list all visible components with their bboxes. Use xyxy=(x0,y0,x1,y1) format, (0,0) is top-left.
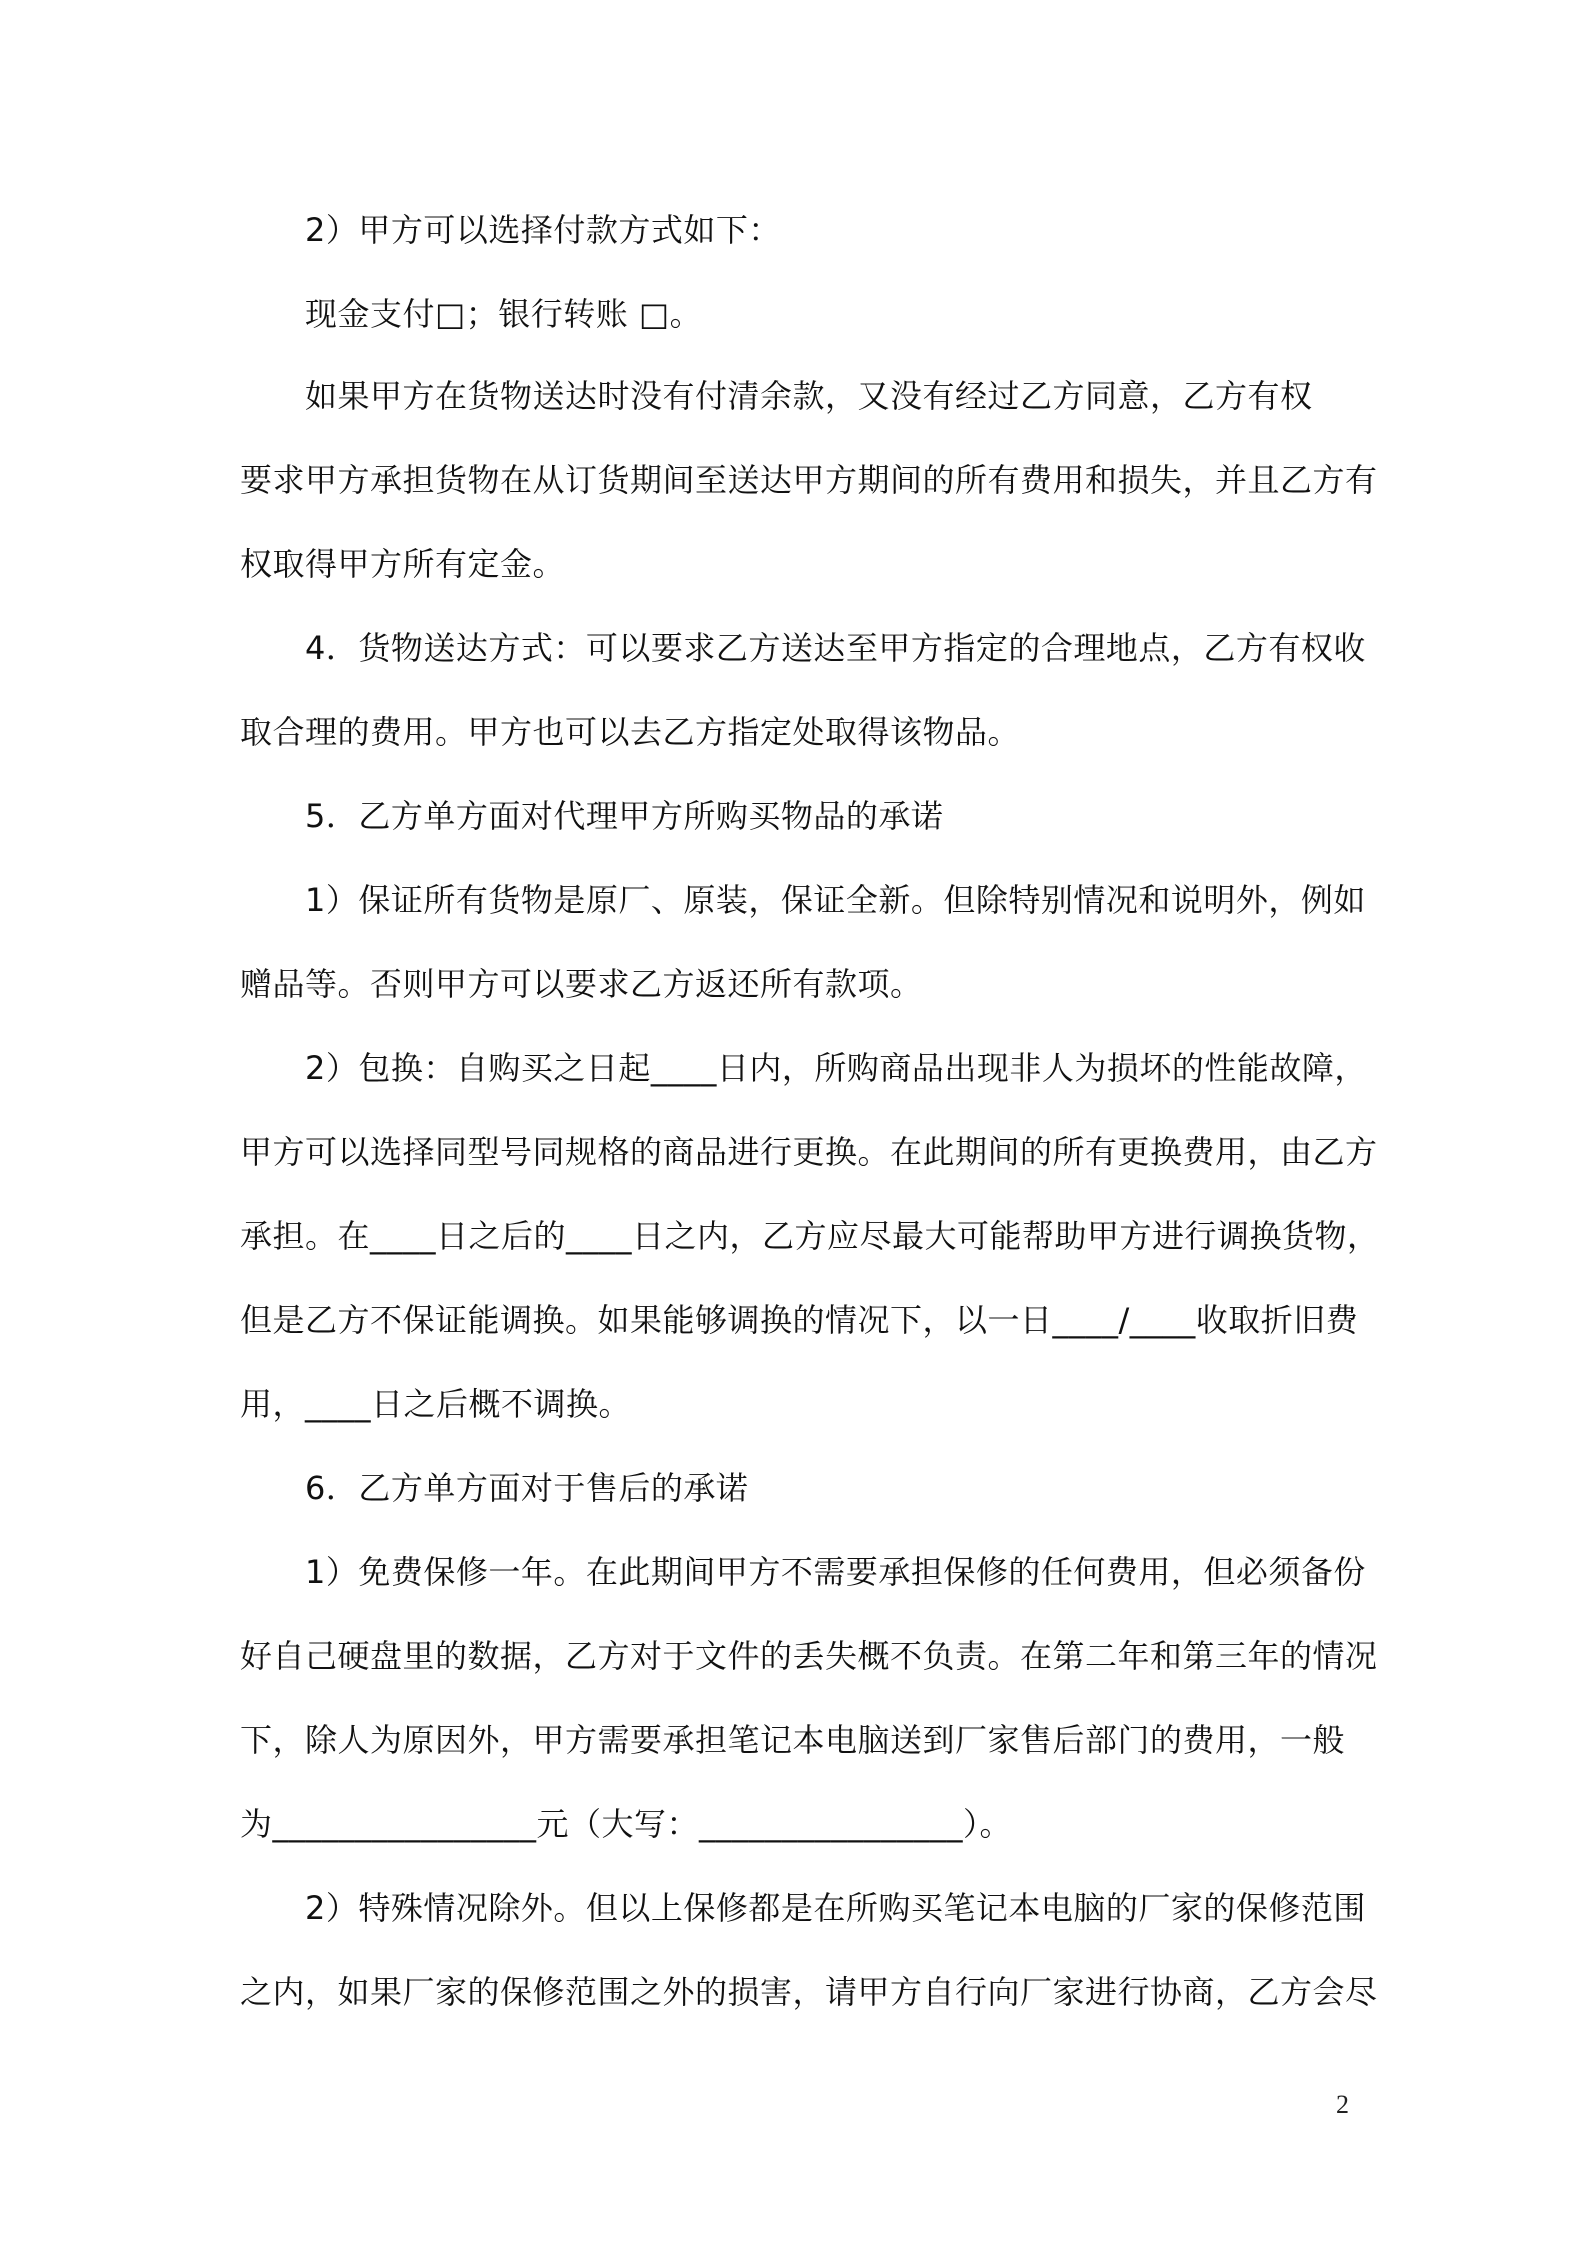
paragraph-line: 1）免费保修一年。在此期间甲方不需要承担保修的任何费用，但必须备份 xyxy=(305,1553,1366,1591)
paragraph-line: 好自己硬盘里的数据，乙方对于文件的丢失概不负责。在第二年和第三年的情况 xyxy=(240,1637,1378,1675)
paragraph-line: 权取得甲方所有定金。 xyxy=(240,545,566,583)
amount-line: 为________________元（大写：________________）。 xyxy=(240,1805,1013,1843)
paragraph-line: 2）包换：自购买之日起____日内，所购商品出现非人为损坏的性能故障， xyxy=(305,1049,1367,1087)
payment-options-line: 现金支付□；银行转账 □。 xyxy=(305,295,703,333)
section-5-heading: 5．乙方单方面对代理甲方所购买物品的承诺 xyxy=(305,797,944,835)
paragraph-line: 要求甲方承担货物在从订货期间至送达甲方期间的所有费用和损失，并且乙方有 xyxy=(240,461,1378,499)
page-number: 2 xyxy=(1336,2090,1349,2119)
paragraph-line: 甲方可以选择同型号同规格的商品进行更换。在此期间的所有更换费用，由乙方 xyxy=(240,1133,1378,1171)
paragraph-line: 下，除人为原因外，甲方需要承担笔记本电脑送到厂家售后部门的费用，一般 xyxy=(240,1721,1346,1759)
paragraph-line: 但是乙方不保证能调换。如果能够调换的情况下，以一日____/____收取折旧费 xyxy=(240,1301,1359,1339)
payment-methods-heading: 2）甲方可以选择付款方式如下： xyxy=(305,211,781,249)
paragraph-line: 承担。在____日之后的____日之内，乙方应尽最大可能帮助甲方进行调换货物， xyxy=(240,1217,1380,1255)
section-6-heading: 6．乙方单方面对于售后的承诺 xyxy=(305,1469,749,1507)
paragraph-line: 用，____日之后概不调换。 xyxy=(240,1385,632,1423)
paragraph-line: 取合理的费用。甲方也可以去乙方指定处取得该物品。 xyxy=(240,713,1021,751)
paragraph-line: 如果甲方在货物送达时没有付清余款，又没有经过乙方同意，乙方有权 xyxy=(305,377,1313,415)
paragraph-line: 2）特殊情况除外。但以上保修都是在所购买笔记本电脑的厂家的保修范围 xyxy=(305,1889,1366,1927)
paragraph-line: 之内，如果厂家的保修范围之外的损害，请甲方自行向厂家进行协商，乙方会尽 xyxy=(240,1973,1378,2011)
paragraph-line: 赠品等。否则甲方可以要求乙方返还所有款项。 xyxy=(240,965,923,1003)
paragraph-line: 1）保证所有货物是原厂、原装，保证全新。但除特别情况和说明外，例如 xyxy=(305,881,1366,919)
section-4-line: 4．货物送达方式：可以要求乙方送达至甲方指定的合理地点，乙方有权收 xyxy=(305,629,1366,667)
